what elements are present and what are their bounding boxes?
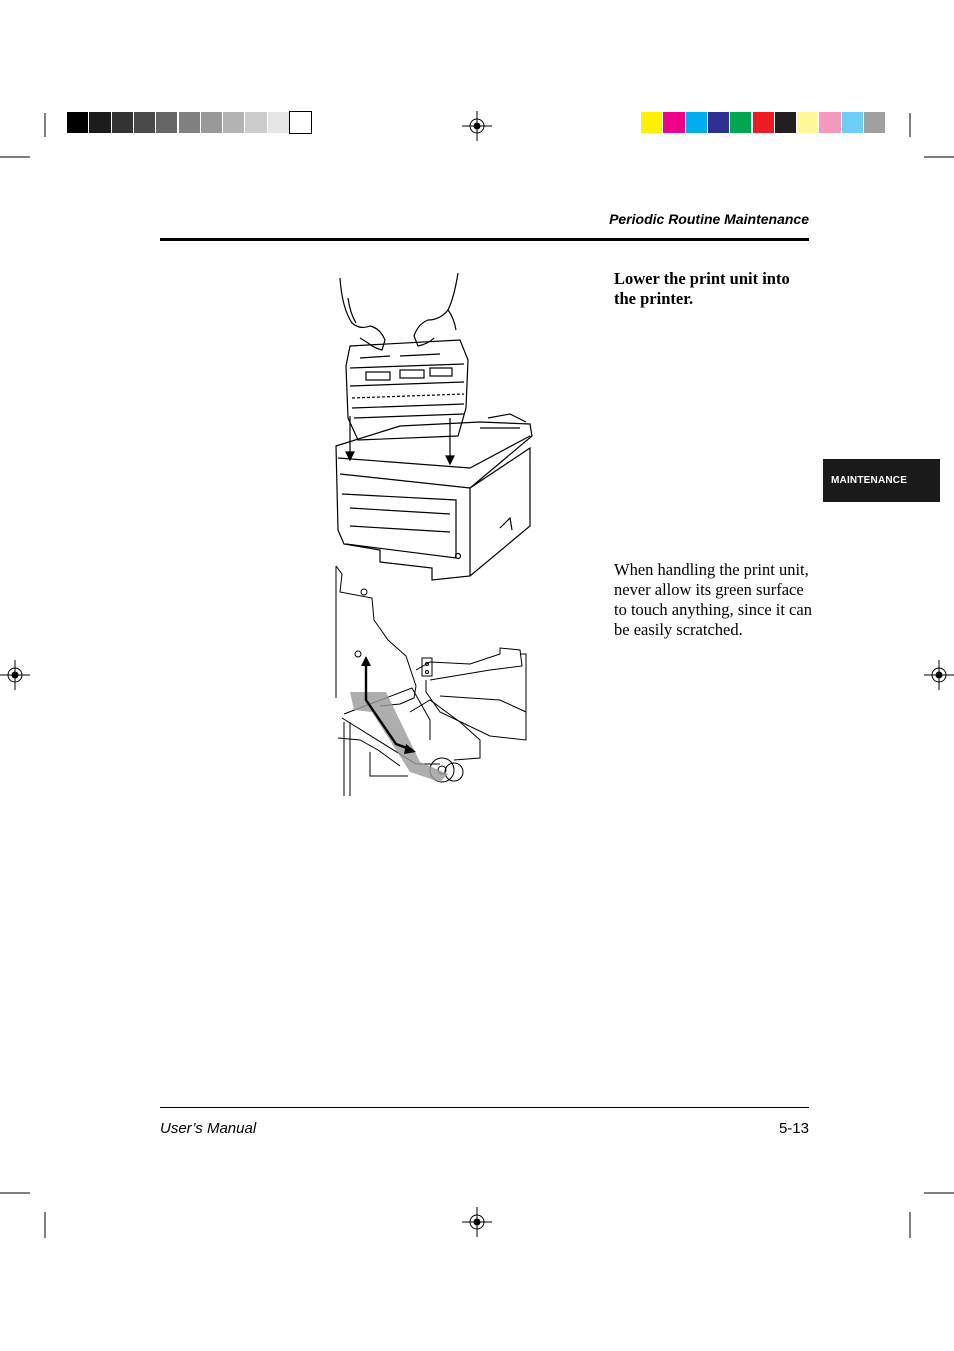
section-title: Periodic Routine Maintenance xyxy=(609,211,809,227)
caution-text: When handling the print unit, never allow its green surface to touch anything, since it can be easily scratched. xyxy=(614,560,812,639)
print-unit-cross-section-diagram xyxy=(330,562,530,802)
header-rule xyxy=(160,238,809,241)
registration-target-icon xyxy=(924,660,954,690)
manual-title: User’s Manual xyxy=(160,1120,257,1137)
printer-illustration xyxy=(330,268,535,588)
instruction-text: Lower the print unit into the printer. xyxy=(614,269,790,308)
maintenance-tab: MAINTENANCE xyxy=(823,459,940,502)
registration-target-icon xyxy=(462,111,492,141)
registration-target-icon xyxy=(0,660,30,690)
registration-target-icon xyxy=(462,1207,492,1237)
page-number: 5-13 xyxy=(778,1120,809,1137)
footer-rule xyxy=(160,1107,809,1108)
